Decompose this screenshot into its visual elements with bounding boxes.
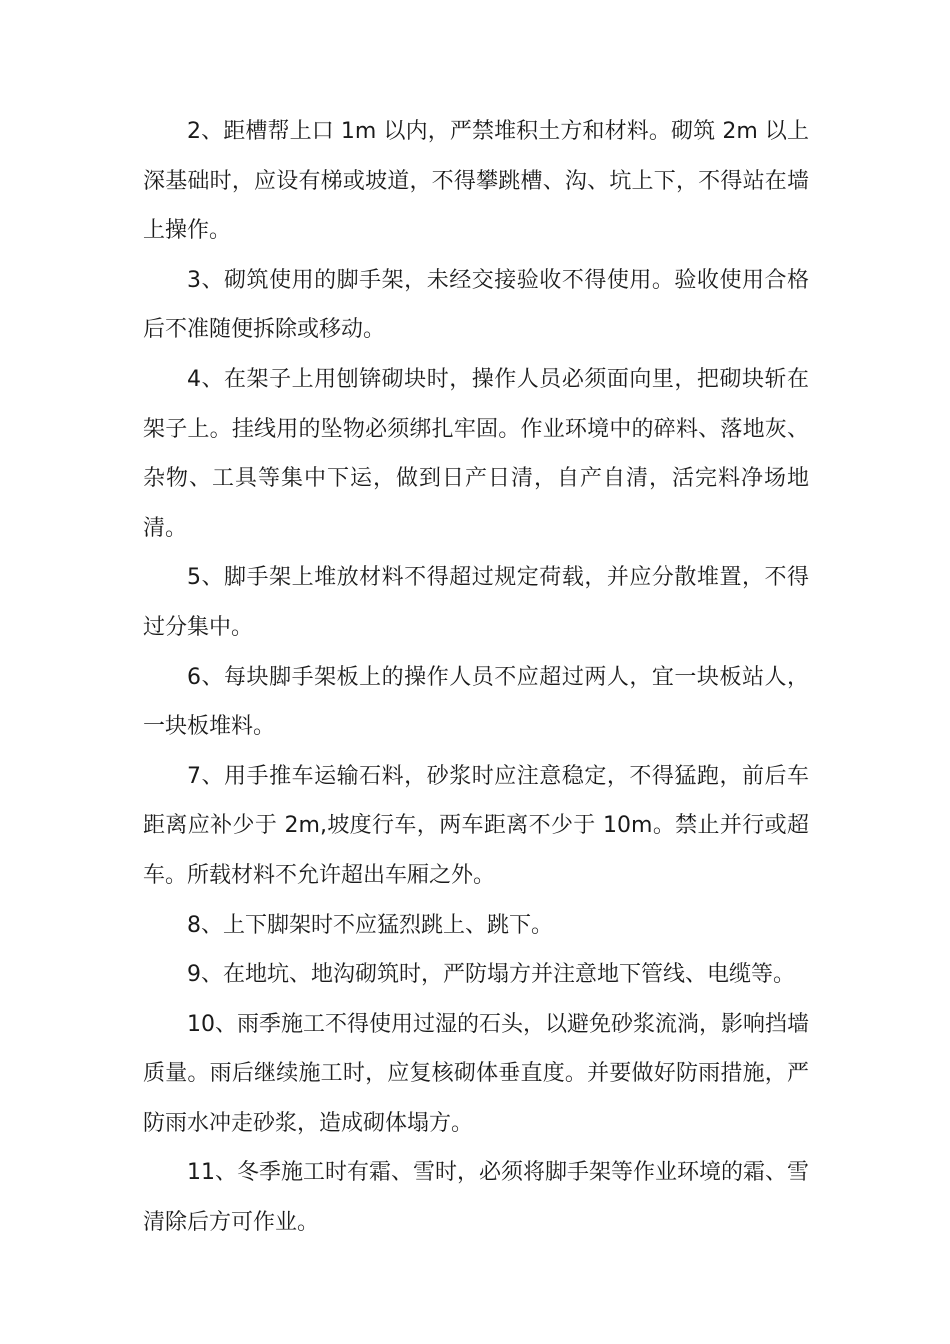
paragraph-item-10: 10、雨季施工不得使用过湿的石头，以避免砂浆流淌，影响挡墙质量。雨后继续施工时，应复核砌体垂直度。并要做好防雨措施，严防雨水冲走砂浆，造成砌体塌方。 bbox=[143, 1011, 809, 1136]
paragraph-item-5: 5、脚手架上堆放材料不得超过规定荷载，并应分散堆置，不得过分集中。 bbox=[143, 565, 809, 640]
paragraph-item-3: 3、砌筑使用的脚手架，未经交接验收不得使用。验收使用合格后不准随便拆除或移动。 bbox=[143, 267, 809, 343]
document-body bbox=[143, 107, 809, 1248]
paragraph-item-9: 9、在地坑、地沟砌筑时，严防塌方并注意地下管线、电缆等。 bbox=[187, 962, 795, 988]
paragraph-item-4: 4、在架子上用刨锛砌块时，操作人员必须面向里，把砌块斩在架子上。挂线用的坠物必须绑扎牢固。作业环境中的碎料、落地灰、杂物、工具等集中下运，做到日产日清，自产自清，活完料净场地清。 bbox=[143, 366, 809, 541]
paragraph-item-8: 8、上下脚架时不应猛烈跳上、跳下。 bbox=[187, 912, 553, 938]
paragraph-item-2: 2、距槽帮上口 1m 以内，严禁堆积土方和材料。砌筑 2m 以上深基础时，应设有梯或坡道，不得攀跳槽、沟、坑上下，不得站在墙上操作。 bbox=[143, 119, 809, 244]
paragraph-item-6: 6、每块脚手架板上的操作人员不应超过两人，宜一块板站人，一块板堆料。 bbox=[143, 664, 809, 740]
paragraph-item-7: 7、用手推车运输石料，砂浆时应注意稳定，不得猛跑，前后车距离应补少于 2m,坡度行车，两车距离不少于 10m。禁止并行或超车。所载材料不允许超出车厢之外。 bbox=[143, 763, 809, 888]
paragraph-item-11: 11、冬季施工时有霜、雪时，必须将脚手架等作业环境的霜、雪清除后方可作业。 bbox=[143, 1160, 809, 1236]
